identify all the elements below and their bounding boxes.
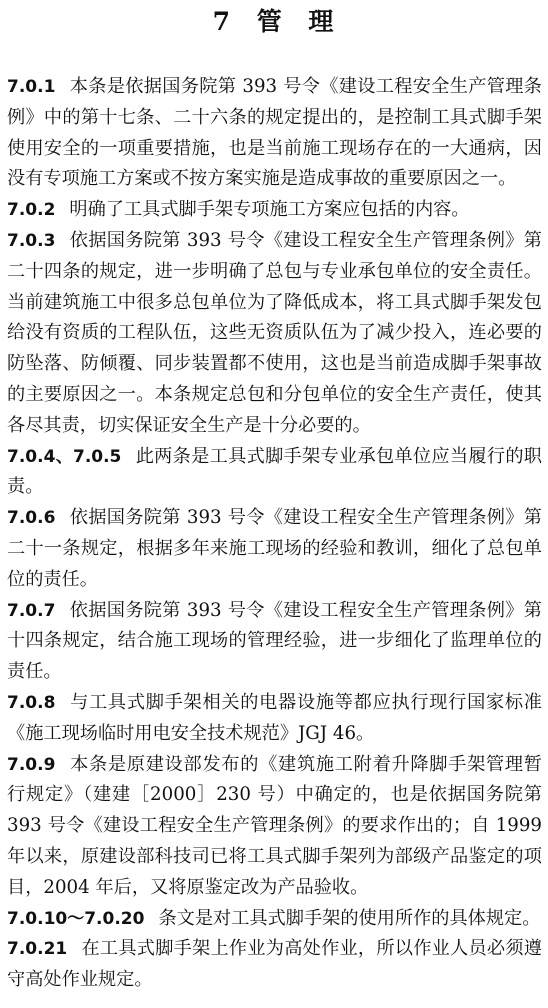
clause-number: 7.0.3 bbox=[7, 230, 56, 251]
clause-7-0-3 bbox=[7, 226, 542, 442]
clause-text: 与工具式脚手架相关的电器设施等都应执行现行国家标准《施工现场临时用电安全技术规范》JGJ 46。 bbox=[7, 691, 542, 744]
clause-number: 7.0.1 bbox=[7, 77, 56, 97]
clause-7-0-6 bbox=[7, 503, 542, 595]
clause-text: 依据国务院第 393 号令《建设工程安全生产管理条例》第二十四条的规定，进一步明确了总包与专业承包单位的安全责任。当前建筑施工中很多总包单位为了降低成本，将工具式脚手架发包给没有资质的工程队伍，这些无资质队伍为了减少投入，连必要的防坠落、防倾覆、同步装置都不使用，这也是当前造成脚手架事故的主要原因之一。本条规定总包和分包单位的安全生产责任，使其各尽其责，切实保证安全生产是十分必要的。 bbox=[7, 229, 542, 436]
clause-number: 7.0.9 bbox=[7, 754, 56, 775]
clause-number: 7.0.6 bbox=[7, 508, 56, 529]
clause-text: 条文是对工具式脚手架的使用所作的具体规定。 bbox=[158, 907, 541, 929]
clause-7-0-2 bbox=[7, 195, 542, 226]
clause-7-0-9 bbox=[7, 750, 542, 904]
clause-number: 7.0.2 bbox=[7, 200, 56, 221]
chapter-title: 7 管 理 bbox=[212, 7, 337, 36]
clause-number: 7.0.4、7.0.5 bbox=[7, 446, 122, 467]
clause-7-0-10-20 bbox=[7, 904, 542, 935]
clause-number: 7.0.21 bbox=[7, 939, 68, 960]
clause-text: 依据国务院第 393 号令《建设工程安全生产管理条例》第十四条规定，结合施工现场的管理经验，进一步细化了监理单位的责任。 bbox=[7, 599, 542, 683]
clause-number: 7.0.8 bbox=[7, 692, 56, 713]
clause-text: 本条是原建设部发布的《建筑施工附着升降脚手架管理暂行规定》（建建［2000］230 号）中确定的，也是依据国务院第 393 号令《建设工程安全生产管理条例》的要求作出的；自 1999 年以来，原建设部科技司已将工具式脚手架列为部级产品鉴定的项目，2004 年后，又将原鉴定改为产品验收。 bbox=[7, 753, 542, 898]
clause-text: 明确了工具式脚手架专项施工方案应包括的内容。 bbox=[69, 199, 470, 221]
clause-7-0-4-5 bbox=[7, 442, 542, 504]
clause-7-0-1 bbox=[7, 72, 542, 195]
clause-list bbox=[7, 72, 542, 996]
clause-7-0-7 bbox=[7, 596, 542, 688]
clause-7-0-21 bbox=[7, 934, 542, 996]
clause-7-0-8 bbox=[7, 688, 542, 750]
clause-text: 此两条是工具式脚手架专业承包单位应当履行的职责。 bbox=[7, 445, 542, 498]
clause-number: 7.0.10～7.0.20 bbox=[7, 908, 145, 929]
clause-number: 7.0.7 bbox=[7, 600, 56, 621]
clause-text: 本条是依据国务院第 393 号令《建设工程安全生产管理条例》中的第十七条、二十六条的规定提出的，是控制工具式脚手架使用安全的一项重要措施，也是当前施工现场存在的一大通病，因没有专项施工方案或不按方案实施是造成事故的重要原因之一。 bbox=[7, 76, 542, 190]
clause-text: 在工具式脚手架上作业为高处作业，所以作业人员必须遵守高处作业规定。 bbox=[7, 938, 542, 991]
clause-text: 依据国务院第 393 号令《建设工程安全生产管理条例》第二十一条规定，根据多年来施工现场的经验和教训，细化了总包单位的责任。 bbox=[7, 507, 542, 590]
